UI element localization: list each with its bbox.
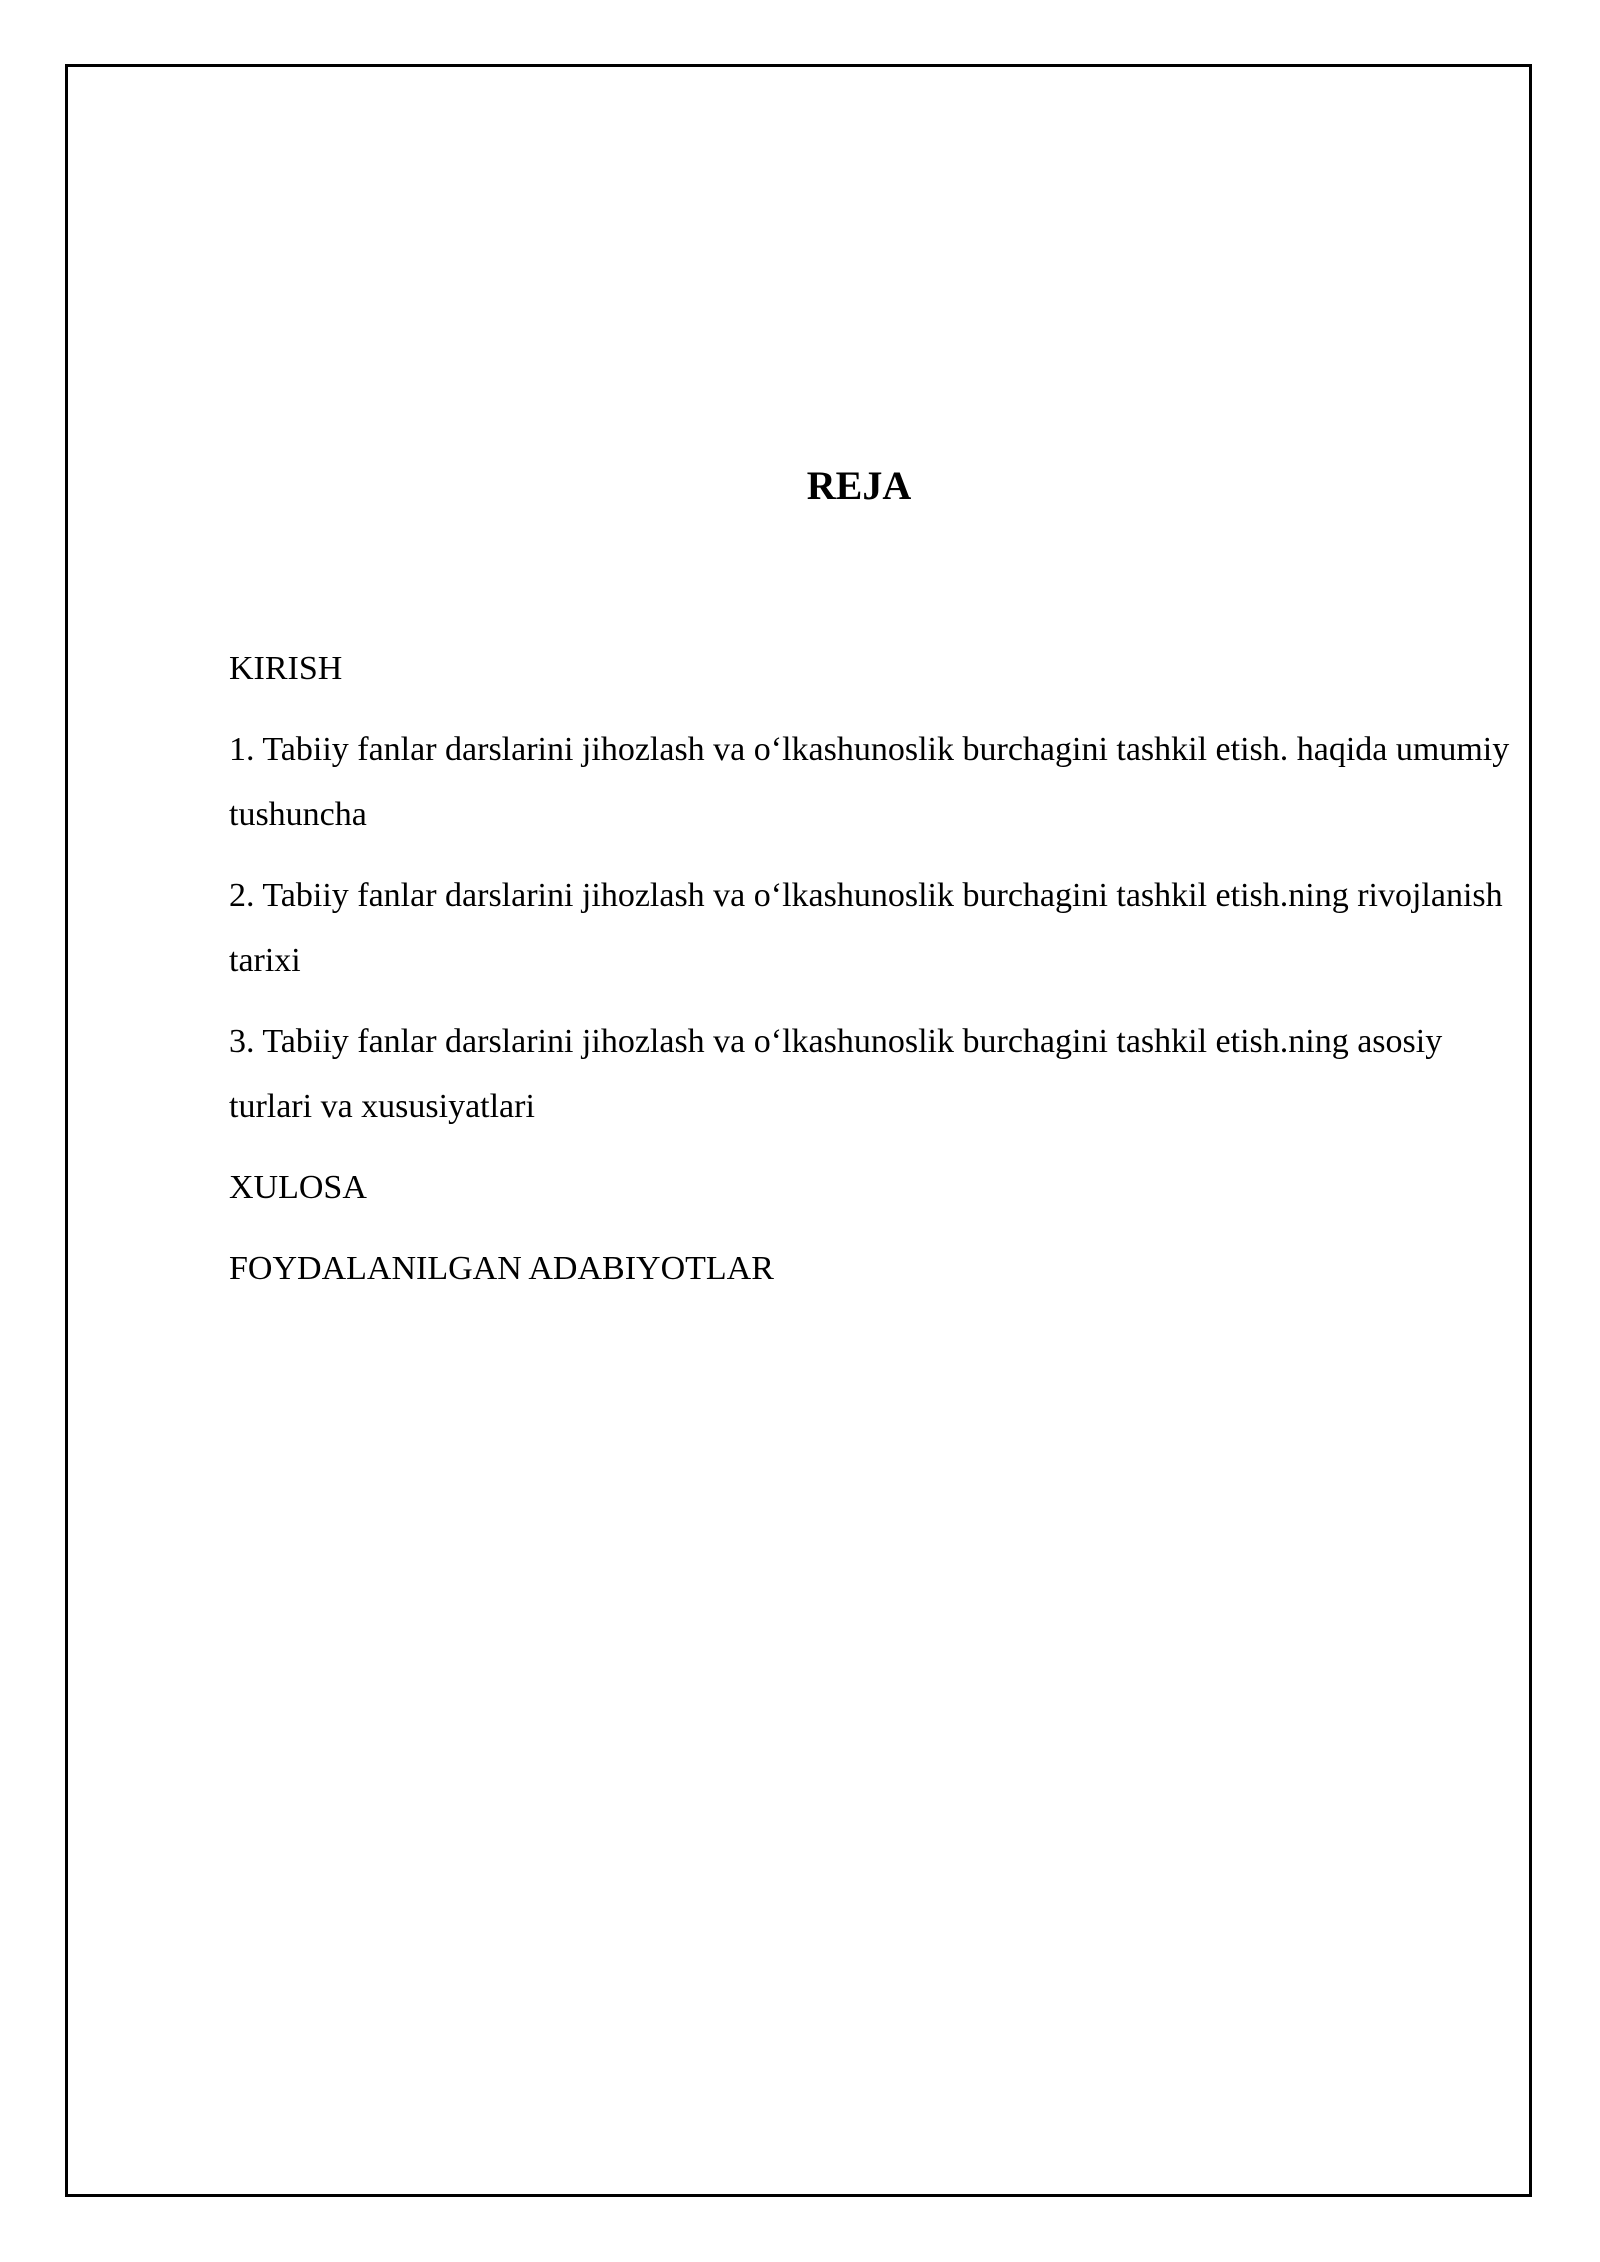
plan-item-references: FOYDALANILGAN ADABIYOTLAR (229, 1250, 774, 1287)
plan-list (229, 636, 1529, 1317)
plan-item-introduction: KIRISH (229, 650, 343, 687)
plan-item-1: 1. Tabiiy fanlar darslarini jihozlash va o‘lkashunoslik burchagini tashkil etish. haqida umumiy tushuncha (229, 731, 1510, 833)
plan-item-2: 2. Tabiiy fanlar darslarini jihozlash va o‘lkashunoslik burchagini tashkil etish.ning rivojlanish tarixi (229, 877, 1503, 979)
plan-item-conclusion: XULOSA (229, 1169, 367, 1206)
page-title: REJA (806, 463, 912, 508)
plan-item-3: 3. Tabiiy fanlar darslarini jihozlash va o‘lkashunoslik burchagini tashkil etish.ning asosiy turlari va xususiyatlari (229, 1023, 1443, 1125)
